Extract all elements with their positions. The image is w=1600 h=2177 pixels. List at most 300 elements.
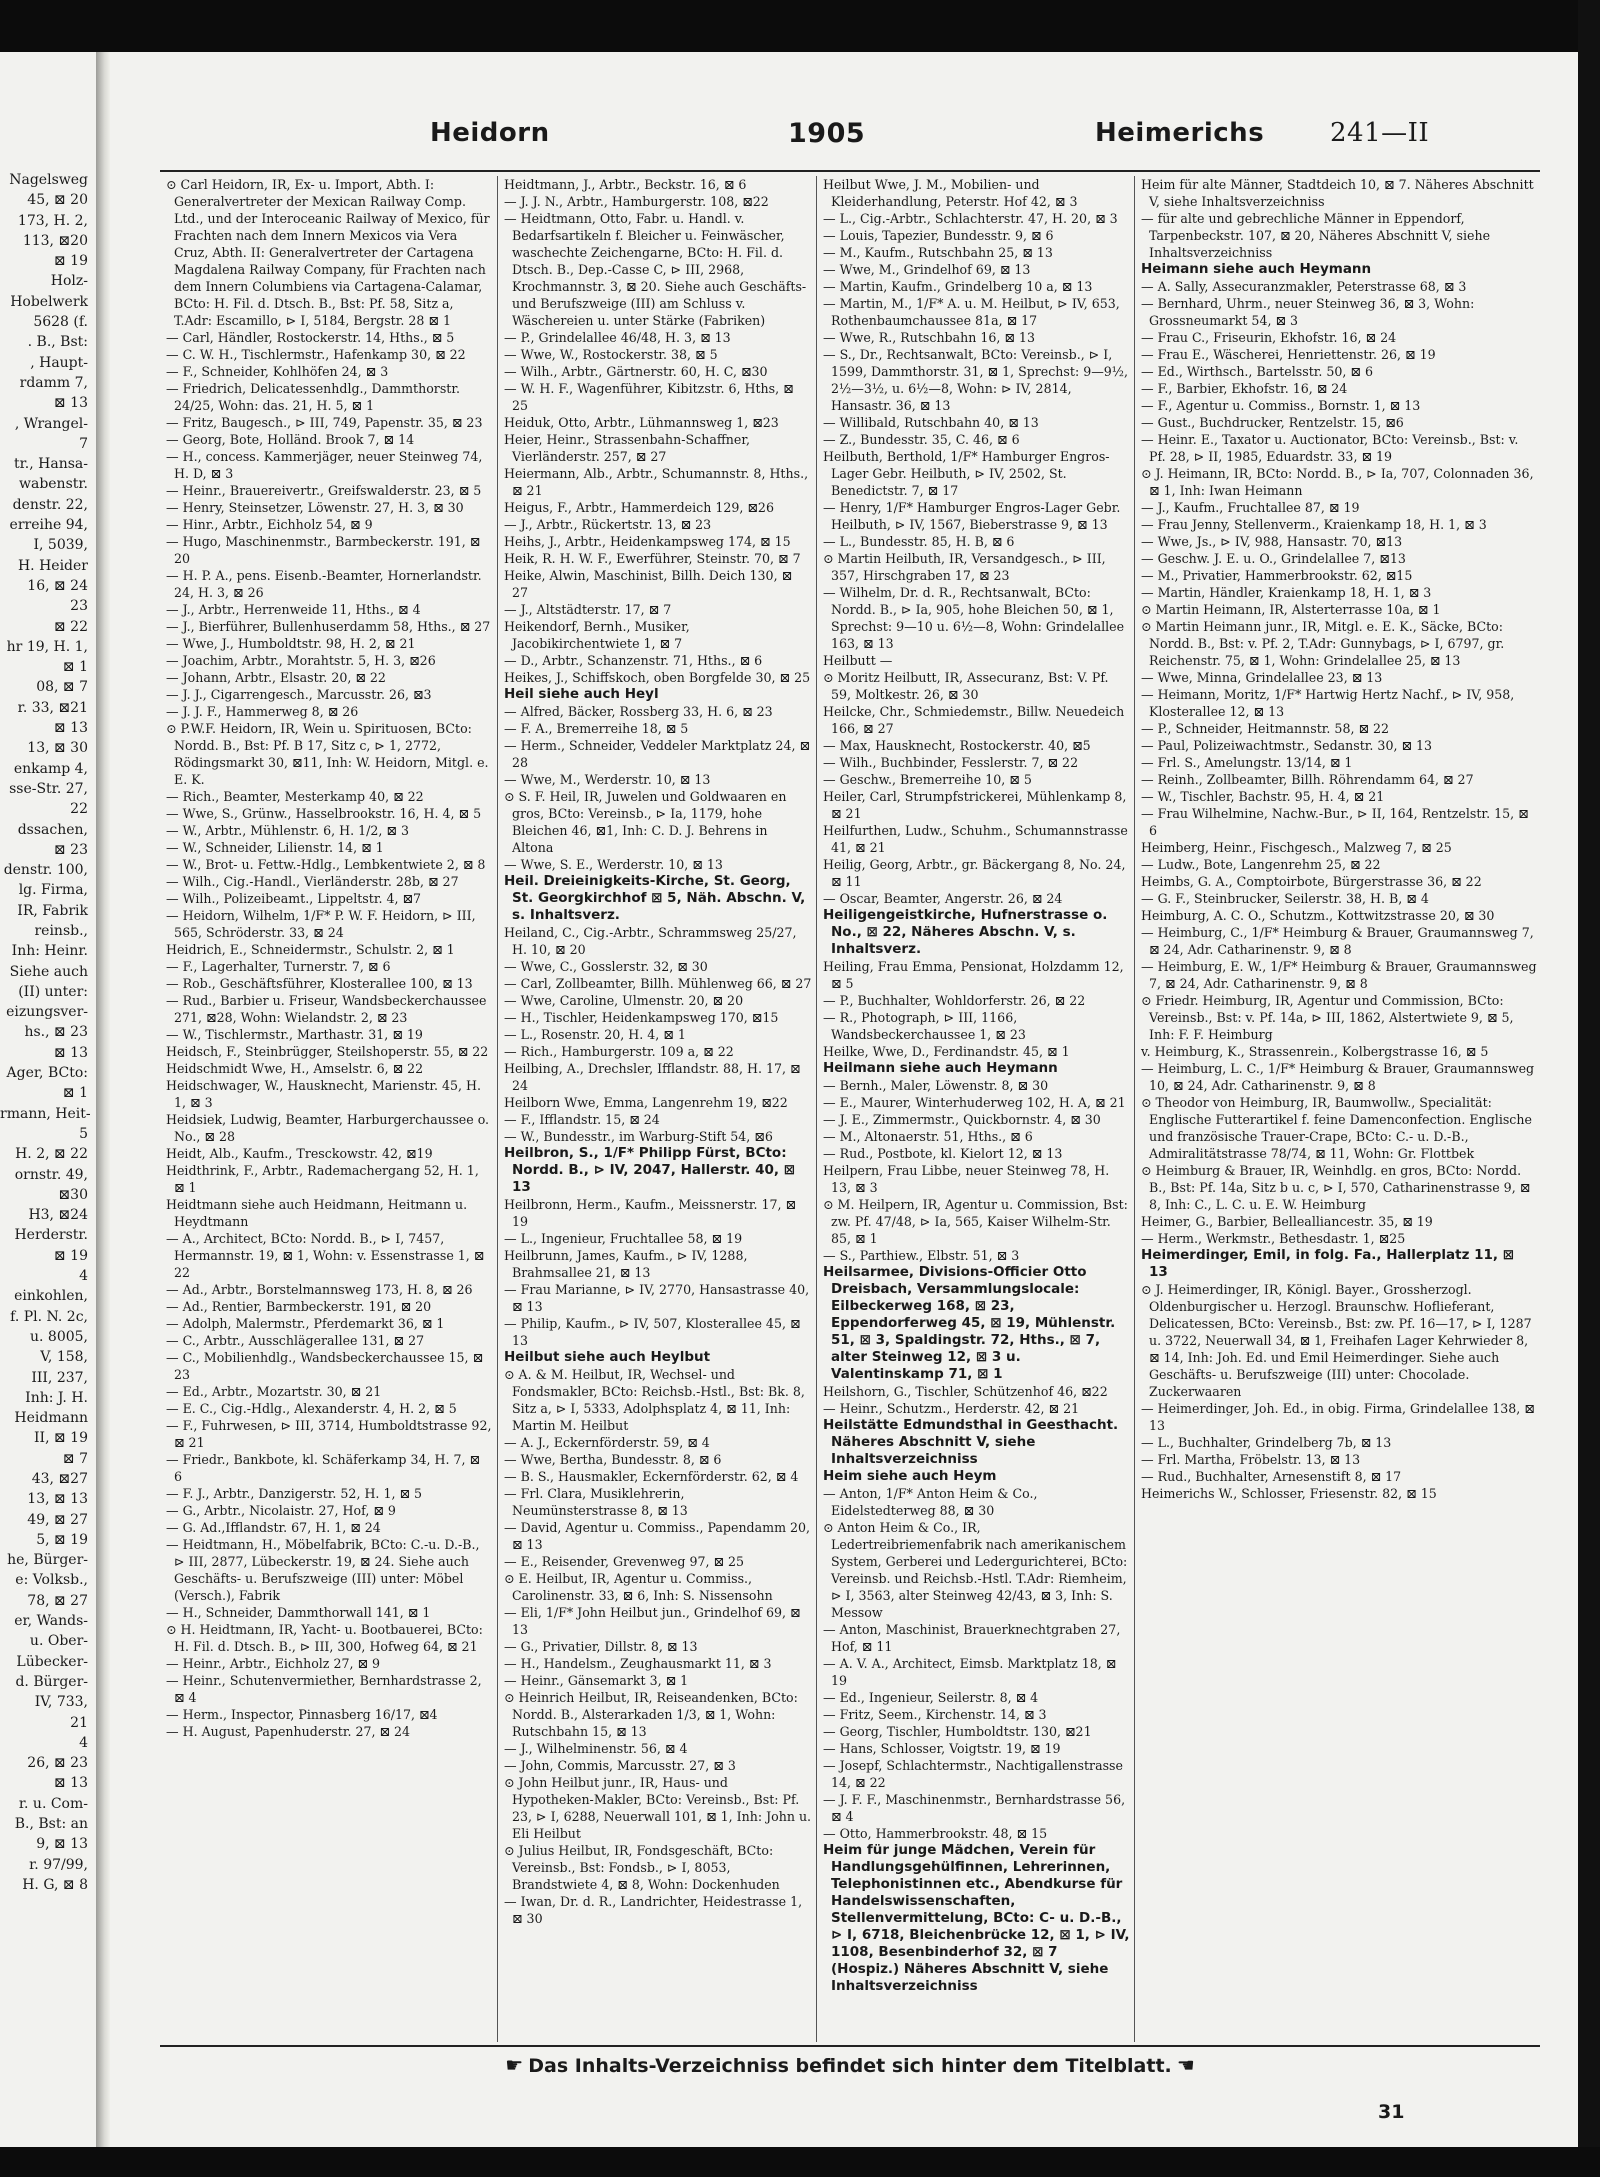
directory-entry: ⊙ S. F. Heil, IR, Juwelen und Goldwaaren en gros, BCto: Vereinsb., ⊳ Ia, 1179, hohe Bleichen 46, ⊠1, Inh: C. D. J. Behrens in Altona bbox=[504, 789, 787, 855]
directory-entry: — Heidorn, Wilhelm, 1/F* P. W. F. Heidorn, ⊳ III, 565, Schröderstr. 33, ⊠ 24 bbox=[166, 908, 476, 940]
directory-entry: — R., Photograph, ⊳ III, 1166, Wandsbeckerchaussee 1, ⊠ 23 bbox=[823, 1010, 1026, 1042]
fragment-line: 78, ⊠ 27 bbox=[27, 1592, 88, 1609]
directory-entry: — S., Dr., Rechtsanwalt, BCto: Vereinsb., ⊳ I, 1599, Dammthorstr. 31, ⊠ 1, Sprechst: 9—9½, 2½—3½, u. 6½—8, Wohn: ⊳ IV, 2814, Hansastr. 36, ⊠ 13 bbox=[823, 347, 1129, 413]
fragment-line: 43, ⊠27 bbox=[31, 1471, 88, 1487]
directory-entry: — Alfred, Bäcker, Rossberg 33, H. 6, ⊠ 23 bbox=[504, 704, 773, 719]
directory-entry: Heikes, J., Schiffskoch, oben Borgfelde 30, ⊠ 25 bbox=[504, 670, 811, 685]
fragment-line: erreihe 94, bbox=[9, 517, 88, 534]
directory-entry: — J. J. F., Hammerweg 8, ⊠ 26 bbox=[166, 704, 359, 719]
fragment-line: 13, ⊠ 13 bbox=[27, 1491, 88, 1508]
directory-entry: — Johann, Arbtr., Elsastr. 20, ⊠ 22 bbox=[166, 670, 386, 685]
fragment-line: dssachen, bbox=[17, 821, 88, 838]
directory-entry: — Otto, Hammerbrookstr. 48, ⊠ 15 bbox=[823, 1826, 1048, 1841]
directory-entry: ⊙ J. Heimerdinger, IR, Königl. Bayer., Grossherzogl. Oldenburgischer u. Herzogl. Braunschw. Hoflieferant, Delicatessen, BCto: Vereinsb., Bst: zw. Pf. 16—17, ⊳ I, 1287 u. 3722, Neuerwall 34, ⊠ 1, Freihafen Lager Kehrwieder 8, ⊠ 14, Inh: Joh. Ed. und Emil Heimerdinger. Siehe auch Geschäfts- u. Berufszweige (III) unter: Chocolade. Zuckerwaaren bbox=[1141, 1282, 1532, 1399]
directory-entry: — Iwan, Dr. d. R., Landrichter, Heidestrasse 1, ⊠ 30 bbox=[504, 1894, 803, 1926]
directory-entry: — Willibald, Rutschbahn 40, ⊠ 13 bbox=[823, 415, 1039, 430]
fragment-line: lg. Firma, bbox=[18, 882, 88, 899]
directory-entry: Heidrich, E., Schneidermstr., Schulstr. 2, ⊠ 1 bbox=[166, 942, 455, 957]
directory-entry: — Wilh., Cig.-Handl., Vierländerstr. 28b, ⊠ 27 bbox=[166, 874, 459, 889]
fragment-line: 5628 (f. bbox=[33, 314, 88, 331]
fragment-line: tr., Hansa- bbox=[14, 456, 88, 473]
directory-entry: Heilpern, Frau Libbe, neuer Steinweg 78, H. 13, ⊠ 3 bbox=[823, 1163, 1110, 1195]
fragment-line: u. Ober- bbox=[29, 1633, 88, 1650]
directory-entry: — Rud., Barbier u. Friseur, Wandsbeckerchaussee 271, ⊠28, Wohn: Wielandstr. 2, ⊠ 23 bbox=[166, 993, 487, 1025]
directory-entry: — Wwe, J., Humboldtstr. 98, H. 2, ⊠ 21 bbox=[166, 636, 416, 651]
directory-entry: — J. J. N., Arbtr., Hamburgerstr. 108, ⊠22 bbox=[504, 194, 769, 209]
directory-entry: — Frau Jenny, Stellenverm., Kraienkamp 18, H. 1, ⊠ 3 bbox=[1141, 517, 1487, 532]
directory-entry: Heike, Alwin, Maschinist, Billh. Deich 130, ⊠ 27 bbox=[504, 568, 793, 600]
fragment-line: u. 8005, bbox=[30, 1328, 88, 1345]
page-spine bbox=[96, 52, 110, 2147]
directory-entry: Heik, R. H. W. F., Ewerführer, Steinstr. 70, ⊠ 7 bbox=[504, 551, 801, 566]
directory-entry: Heilbut Wwe, J. M., Mobilien- und Kleiderhandlung, Peterstr. Hof 42, ⊠ 3 bbox=[823, 177, 1078, 209]
directory-entry: ⊙ Martin Heimann junr., IR, Mitgl. e. E. K., Säcke, BCto: Nordd. B., Bst: v. Pf. 2, T.Adr: Gunnybags, ⊳ I, 6797, gr. Reichenstr. 75, ⊠ 1, Wohn: Grindelallee 25, ⊠ 13 bbox=[1141, 619, 1505, 668]
fragment-line: denstr. 22, bbox=[12, 496, 88, 513]
fragment-line: rmann, Heit- bbox=[0, 1105, 91, 1122]
directory-entry: — G. Ad.,Ifflandstr. 67, H. 1, ⊠ 24 bbox=[166, 1520, 381, 1535]
directory-entry: — Herm., Schneider, Veddeler Marktplatz 24, ⊠ 28 bbox=[504, 738, 811, 770]
directory-entry: — Ludw., Bote, Langenrehm 25, ⊠ 22 bbox=[1141, 857, 1381, 872]
directory-entry: — Rob., Geschäftsführer, Klosterallee 100, ⊠ 13 bbox=[166, 976, 473, 991]
directory-entry: Heiler, Carl, Strumpfstrickerei, Mühlenkamp 8, ⊠ 21 bbox=[823, 789, 1127, 821]
fragment-line: 5, ⊠ 19 bbox=[36, 1531, 88, 1548]
fragment-line: er, Wands- bbox=[14, 1613, 88, 1630]
directory-entry: — Oscar, Beamter, Angerstr. 26, ⊠ 24 bbox=[823, 891, 1063, 906]
directory-entry: Heidschmidt Wwe, H., Amselstr. 6, ⊠ 22 bbox=[166, 1061, 424, 1076]
fragment-line: 22 bbox=[70, 801, 88, 818]
directory-entry: Heidthrink, F., Arbtr., Rademachergang 52, H. 1, ⊠ 1 bbox=[166, 1163, 479, 1195]
directory-column-2 bbox=[497, 176, 816, 2042]
fragment-line: wabenstr. bbox=[18, 476, 88, 493]
directory-entry: ⊙ E. Heilbut, IR, Agentur u. Commiss., Carolinenstr. 33, ⊠ 6, Inh: S. Nissensohn bbox=[504, 1571, 773, 1603]
directory-entry: — für alte und gebrechliche Männer in Eppendorf, Tarpenbeckstr. 107, ⊠ 20, Näheres Abschnitt V, siehe Inhaltsverzeichniss bbox=[1141, 211, 1491, 260]
directory-entry: — H., Handelsm., Zeughausmarkt 11, ⊠ 3 bbox=[504, 1656, 772, 1671]
fragment-line: Herderstr. bbox=[14, 1227, 88, 1244]
fragment-line: Inh: J. H. bbox=[25, 1389, 88, 1406]
directory-entry: — L., Bundesstr. 85, H. B, ⊠ 6 bbox=[823, 534, 1015, 549]
directory-entry: — F., Fuhrwesen, ⊳ III, 3714, Humboldtstrasse 92, ⊠ 21 bbox=[166, 1418, 492, 1450]
fragment-line: H. Heider bbox=[17, 557, 88, 574]
directory-entry: — E., Reisender, Grevenweg 97, ⊠ 25 bbox=[504, 1554, 745, 1569]
directory-entry: — Heinr., Schutenvermiether, Bernhardstrasse 2, ⊠ 4 bbox=[166, 1673, 482, 1705]
directory-entry: ⊙ Julius Heilbut, IR, Fondsgeschäft, BCto: Vereinsb., Bst: Fondsb., ⊳ I, 8053, Brandstwiete 4, ⊠ 8, Wohn: Dockenhuden bbox=[504, 1843, 780, 1892]
directory-entry: — Bernh., Maler, Löwenstr. 8, ⊠ 30 bbox=[823, 1078, 1049, 1093]
fragment-line: V, 158, bbox=[40, 1349, 88, 1366]
directory-entry: — Hans, Schlosser, Voigtstr. 19, ⊠ 19 bbox=[823, 1741, 1061, 1756]
directory-entry: — Wilh., Buchbinder, Fesslerstr. 7, ⊠ 22 bbox=[823, 755, 1079, 770]
directory-entry: — Rud., Buchhalter, Arnesenstift 8, ⊠ 17 bbox=[1141, 1469, 1402, 1484]
directory-entry: Heim siehe auch Heym bbox=[823, 1468, 997, 1484]
directory-entry: — Wwe, S., Grünw., Hasselbrookstr. 16, H. 4, ⊠ 5 bbox=[166, 806, 482, 821]
directory-entry: Heidt, Alb., Kaufm., Tresckowstr. 42, ⊠19 bbox=[166, 1146, 433, 1161]
directory-entry: — Philip, Kaufm., ⊳ IV, 507, Klosterallee 45, ⊠ 13 bbox=[504, 1316, 801, 1348]
fragment-line: IV, 733, bbox=[34, 1694, 88, 1711]
directory-entry: Heilbron, S., 1/F* Philipp Fürst, BCto: Nordd. B., ⊳ IV, 2047, Hallerstr. 40, ⊠ 13 bbox=[504, 1145, 796, 1195]
fragment-line: eizungsver- bbox=[6, 1004, 88, 1021]
directory-entry: — Wwe, S. E., Werderstr. 10, ⊠ 13 bbox=[504, 857, 723, 872]
directory-entry: — J., Altstädterstr. 17, ⊠ 7 bbox=[504, 602, 672, 617]
directory-entry: Heidschwager, W., Hausknecht, Marienstr. 45, H. 1, ⊠ 3 bbox=[166, 1078, 482, 1110]
fragment-line: ⊠ 23 bbox=[54, 841, 88, 858]
directory-entry: ⊙ M. Heilpern, IR, Agentur u. Commission, Bst: zw. Pf. 47/48, ⊳ Ia, 565, Kaiser Wilhelm-Str. 85, ⊠ 1 bbox=[823, 1197, 1128, 1246]
directory-entry: — Georg, Bote, Holländ. Brook 7, ⊠ 14 bbox=[166, 432, 415, 447]
directory-entry: Heiduk, Otto, Arbtr., Lühmannsweg 1, ⊠23 bbox=[504, 415, 779, 430]
directory-entry: Heiling, Frau Emma, Pensionat, Holzdamm 12, ⊠ 5 bbox=[823, 959, 1124, 991]
fragment-line: ⊠ 13 bbox=[54, 1775, 88, 1792]
fragment-line: 21 bbox=[70, 1714, 88, 1731]
fragment-line: H. 2, ⊠ 22 bbox=[15, 1146, 88, 1163]
directory-entry: Heidsiek, Ludwig, Beamter, Harburgerchaussee o. No., ⊠ 28 bbox=[166, 1112, 490, 1144]
directory-entry: — W., Brot- u. Fettw.-Hdlg., Lembkentwiete 2, ⊠ 8 bbox=[166, 857, 486, 872]
directory-entry: Heilfurthen, Ludw., Schuhm., Schumannstrasse 41, ⊠ 21 bbox=[823, 823, 1128, 855]
directory-entry: — L., Ingenieur, Fruchtallee 58, ⊠ 19 bbox=[504, 1231, 743, 1246]
fragment-line: reinsb., bbox=[34, 922, 88, 939]
directory-entry: — Wwe, Js., ⊳ IV, 988, Hansastr. 70, ⊠13 bbox=[1141, 534, 1403, 549]
fragment-line: hs., ⊠ 23 bbox=[24, 1024, 88, 1041]
head-rule bbox=[160, 170, 1540, 172]
directory-entry: — W., Bundesstr., im Warburg-Stift 54, ⊠6 bbox=[504, 1129, 773, 1144]
head-year: 1905 bbox=[788, 118, 866, 149]
directory-entry: — H. P. A., pens. Eisenb.-Beamter, Hornerlandstr. 24, H. 3, ⊠ 26 bbox=[166, 568, 482, 600]
fragment-line: 5 bbox=[79, 1125, 88, 1142]
directory-entry: Heilbutt — bbox=[823, 653, 893, 668]
directory-entry: — Friedrich, Delicatessenhdlg., Dammthorstr. 24/25, Wohn: das. 21, H. 5, ⊠ 1 bbox=[166, 381, 460, 413]
directory-entry: — Josepf, Schlachtermstr., Nachtigallenstrasse 14, ⊠ 22 bbox=[823, 1758, 1123, 1790]
directory-entry: — Heinr., Brauereivertr., Greifswalderstr. 23, ⊠ 5 bbox=[166, 483, 482, 498]
fragment-line: 9, ⊠ 13 bbox=[36, 1836, 88, 1853]
directory-entry: — W. H. F., Wagenführer, Kibitzstr. 6, Hths, ⊠ 25 bbox=[504, 381, 794, 413]
fragment-line: f. Pl. N. 2c, bbox=[10, 1308, 88, 1325]
directory-entry: — Fritz, Seem., Kirchenstr. 14, ⊠ 3 bbox=[823, 1707, 1047, 1722]
directory-entry: — Max, Hausknecht, Rostockerstr. 40, ⊠5 bbox=[823, 738, 1091, 753]
directory-entry: — Anton, Maschinist, Brauerknechtgraben 27, Hof, ⊠ 11 bbox=[823, 1622, 1121, 1654]
directory-entry: — Wwe, Caroline, Ulmenstr. 20, ⊠ 20 bbox=[504, 993, 744, 1008]
fragment-line: ⊠ 13 bbox=[54, 1044, 88, 1061]
fragment-line: I, 5039, bbox=[33, 537, 88, 554]
fragment-line: H3, ⊠24 bbox=[28, 1207, 88, 1224]
fragment-line: hr 19, H. 1, bbox=[6, 638, 88, 655]
directory-entry: Heiligengeistkirche, Hufnerstrasse o. No., ⊠ 22, Näheres Abschn. V, s. Inhaltsverz. bbox=[823, 907, 1108, 957]
directory-entry: Heilborn Wwe, Emma, Langenrehm 19, ⊠22 bbox=[504, 1095, 788, 1110]
directory-entry: — Ed., Arbtr., Mozartstr. 30, ⊠ 21 bbox=[166, 1384, 382, 1399]
directory-entry: — Heidtmann, Otto, Fabr. u. Handl. v. Bedarfsartikeln f. Bleicher u. Feinwäscher, waschechte Zeichengarne, BCto: H. Fil. d. Dtsch. B., Dep.-Casse C, ⊳ III, 2968, Krochmannstr. 3, ⊠ 20. Siehe auch Geschäfts- und Berufszweige (III) am Schluss v. Wäschereien u. unter Stärke (Fabriken) bbox=[504, 211, 807, 328]
fragment-line: , Haupt- bbox=[30, 354, 88, 371]
directory-entry: Heidtmann, J., Arbtr., Beckstr. 16, ⊠ 6 bbox=[504, 177, 747, 192]
directory-entry: Heil. Dreieinigkeits-Kirche, St. Georg, St. Georgkirchhof ⊠ 5, Näh. Abschn. V, s. Inhaltsverz. bbox=[504, 873, 806, 923]
directory-entry: — W., Tischlermstr., Marthastr. 31, ⊠ 19 bbox=[166, 1027, 423, 1042]
directory-entry: Heimerdinger, Emil, in folg. Fa., Hallerplatz 11, ⊠ 13 bbox=[1141, 1247, 1515, 1280]
directory-entry: ⊙ P.W.F. Heidorn, IR, Wein u. Spirituosen, BCto: Nordd. B., Bst: Pf. B 17, Sitz c, ⊳ 1, 2772, Rödingsmarkt 30, ⊠11, Inh: W. Heidorn, Mitgl. e. E. K. bbox=[166, 721, 489, 787]
directory-entry: Heikendorf, Bernh., Musiker, Jacobikirchentwiete 1, ⊠ 7 bbox=[504, 619, 690, 651]
directory-entry: — David, Agentur u. Commiss., Papendamm 20, ⊠ 13 bbox=[504, 1520, 811, 1552]
directory-entry: — Bernhard, Uhrm., neuer Steinweg 36, ⊠ 3, Wohn: Grossneumarkt 54, ⊠ 3 bbox=[1141, 296, 1475, 328]
directory-entry: — Frl. Clara, Musiklehrerin, Neumünsterstrasse 8, ⊠ 13 bbox=[504, 1486, 688, 1518]
directory-entry: — G., Arbtr., Nicolaistr. 27, Hof, ⊠ 9 bbox=[166, 1503, 396, 1518]
directory-entry: — H., concess. Kammerjäger, neuer Steinweg 74, H. D, ⊠ 3 bbox=[166, 449, 483, 481]
fragment-line: Lübecker- bbox=[16, 1653, 88, 1670]
footer-notice bbox=[160, 2053, 1540, 2077]
pointing-hand-left-icon: ☛ bbox=[505, 2053, 524, 2077]
directory-entry: — J., Arbtr., Herrenweide 11, Hths., ⊠ 4 bbox=[166, 602, 421, 617]
directory-entry: Heilke, Wwe, D., Ferdinandstr. 45, ⊠ 1 bbox=[823, 1044, 1070, 1059]
directory-entry: Heigus, F., Arbtr., Hammerdeich 129, ⊠26 bbox=[504, 500, 774, 515]
page-number: 31 bbox=[1378, 2101, 1405, 2123]
fragment-line: r. 33, ⊠21 bbox=[17, 699, 88, 716]
directory-entry: ⊙ Heimburg & Brauer, IR, Weinhdlg. en gros, BCto: Nordd. B., Bst: Pf. 14a, Sitz b u. c, ⊳ I, 570, Catharinenstrasse 9, ⊠ 8, Inh: C., L. C. u. E. W. Heimburg bbox=[1141, 1163, 1531, 1212]
directory-entry: — Hugo, Maschinenmstr., Barmbeckerstr. 191, ⊠ 20 bbox=[166, 534, 481, 566]
directory-entry: — Wwe, R., Rutschbahn 16, ⊠ 13 bbox=[823, 330, 1035, 345]
directory-entry: — J. F. F., Maschinenmstr., Bernhardstrasse 56, ⊠ 4 bbox=[823, 1792, 1126, 1824]
fragment-line: e: Volksb., bbox=[15, 1572, 88, 1589]
fragment-line: r. 97/99, bbox=[29, 1856, 88, 1873]
directory-entry: — J., Bierführer, Bullenhuserdamm 58, Hths., ⊠ 27 bbox=[166, 619, 491, 634]
directory-entry: — Frau C., Friseurin, Ekhofstr. 16, ⊠ 24 bbox=[1141, 330, 1397, 345]
fragment-line: ornstr. 49, bbox=[14, 1166, 88, 1183]
fragment-line: ⊠ 1 bbox=[62, 659, 88, 676]
directory-entry: — Heinr., Schutzm., Herderstr. 42, ⊠ 21 bbox=[823, 1401, 1080, 1416]
directory-entry: — Paul, Polizeiwachtmstr., Sedanstr. 30, ⊠ 13 bbox=[1141, 738, 1433, 753]
running-head bbox=[160, 118, 1540, 162]
directory-entry: — Wwe, W., Rostockerstr. 38, ⊠ 5 bbox=[504, 347, 718, 362]
directory-entry: Heilbrunn, James, Kaufm., ⊳ IV, 1288, Brahmsallee 21, ⊠ 13 bbox=[504, 1248, 748, 1280]
directory-entry: — Wwe, M., Werderstr. 10, ⊠ 13 bbox=[504, 772, 711, 787]
directory-entry: — A. J., Eckernförderstr. 59, ⊠ 4 bbox=[504, 1435, 710, 1450]
directory-entry: — J. J., Cigarrengesch., Marcusstr. 26, ⊠3 bbox=[166, 687, 432, 702]
directory-entry: Heilcke, Chr., Schmiedemstr., Billw. Neuedeich 166, ⊠ 27 bbox=[823, 704, 1125, 736]
directory-entry: — Henry, 1/F* Hamburger Engros-Lager Gebr. Heilbuth, ⊳ IV, 1567, Bieberstrasse 9, ⊠ 13 bbox=[823, 500, 1121, 532]
directory-entry: — L., Rosenstr. 20, H. 4, ⊠ 1 bbox=[504, 1027, 686, 1042]
fragment-line: denstr. 100, bbox=[3, 862, 88, 879]
fragment-line: 16, ⊠ 24 bbox=[27, 577, 88, 594]
scan-border-bottom bbox=[0, 2147, 1600, 2177]
fragment-line: 26, ⊠ 23 bbox=[27, 1755, 88, 1772]
directory-entry: ⊙ Anton Heim & Co., IR, Ledertreibriemenfabrik nach amerikanischem System, Gerberei und Ledergurichterei, BCto: Vereinsb. und Reichsb.-Hstl. T.Adr: Riemheim, ⊳ I, 3563, alter Steinweg 42/43, ⊠ 3, Inh: S. Messow bbox=[823, 1520, 1128, 1620]
fragment-line: Hobelwerk bbox=[10, 293, 88, 310]
directory-entry: Heim für junge Mädchen, Verein für Handlungsgehülfinnen, Lehrerinnen, Telephonistinnen etc., Abendkurse für Handelswissenschaften, Stellenvermittelung, BCto: C- u. D.-B., ⊳ I, 6718, Bleichenbrücke 12, ⊠ 1, ⊳ IV, 1108, Besenbinderhof 32, ⊠ 7 (Hospiz.) Näheres Abschnitt V, siehe Inhaltsverzeichniss bbox=[823, 1842, 1130, 1994]
directory-entry: — L., Buchhalter, Grindelberg 7b, ⊠ 13 bbox=[1141, 1435, 1392, 1450]
directory-entry: — Gust., Buchdrucker, Rentzelstr. 15, ⊠6 bbox=[1141, 415, 1404, 430]
directory-entry: ⊙ Theodor von Heimburg, IR, Baumwollw., Specialität: Englische Futterartikel f. feine Damenconfection. Englische und französische Trauer-Crape, BCto: C.- u. D.-B., Admiralitätstrasse 78/74, ⊠ 11, Wohn: Gr. Flottbek bbox=[1141, 1095, 1532, 1161]
directory-entry: ⊙ Carl Heidorn, IR, Ex- u. Import, Abth. I: Generalvertreter der Mexican Railway Comp. Ltd., und der Interoceanic Railway of Mexico, für Frachten nach dem Innern Mexicos via Vera Cruz, Abth. II: Generalvertreter der Cartagena Magdalena Railway Company, für Frachten nach dem Innern Columbiens via Cartagena-Calamar, BCto: H. Fil. d. Dtsch. B., Bst: Pf. 58, Sitz a, T.Adr: Escamillo, ⊳ I, 5184, Bergstr. 28 ⊠ 1 bbox=[166, 177, 490, 328]
fragment-line: ⊠ 22 bbox=[54, 618, 88, 635]
fragment-line: 113, ⊠20 bbox=[22, 232, 88, 249]
directory-entry: — G. F., Steinbrucker, Seilerstr. 38, H. B, ⊠ 4 bbox=[1141, 891, 1429, 906]
footer-rule bbox=[160, 2045, 1540, 2047]
directory-entry: Heidtmann siehe auch Heidmann, Heitmann u. Heydtmann bbox=[166, 1197, 468, 1229]
fragment-line: ⊠ 19 bbox=[54, 1247, 88, 1264]
fragment-line: B., Bst: an bbox=[14, 1816, 88, 1833]
directory-entry: Heimer, G., Barbier, Bellealliancestr. 35, ⊠ 19 bbox=[1141, 1214, 1433, 1229]
fragment-line: 13, ⊠ 30 bbox=[27, 740, 88, 757]
directory-entry: — Georg, Tischler, Humboldtstr. 130, ⊠21 bbox=[823, 1724, 1092, 1739]
directory-entry: — Frl. Martha, Fröbelstr. 13, ⊠ 13 bbox=[1141, 1452, 1361, 1467]
directory-entry: — John, Commis, Marcusstr. 27, ⊠ 3 bbox=[504, 1758, 736, 1773]
fragment-line: einkohlen, bbox=[14, 1288, 88, 1305]
directory-entry: Heimbs, G. A., Comptoirbote, Bürgerstrasse 36, ⊠ 22 bbox=[1141, 874, 1482, 889]
directory-entry: — F. J., Arbtr., Danzigerstr. 52, H. 1, ⊠ 5 bbox=[166, 1486, 423, 1501]
fragment-line: Holz- bbox=[50, 273, 88, 290]
fragment-line: ⊠ 7 bbox=[62, 1450, 88, 1467]
directory-entry: — M., Kaufm., Rutschbahn 25, ⊠ 13 bbox=[823, 245, 1053, 260]
fragment-line: ⊠30 bbox=[58, 1186, 88, 1203]
directory-entry: — Carl, Händler, Rostockerstr. 14, Hths., ⊠ 5 bbox=[166, 330, 455, 345]
directory-entry: — C., Mobilienhdlg., Wandsbeckerchaussee 15, ⊠ 23 bbox=[166, 1350, 484, 1382]
directory-entry: — Rich., Beamter, Mesterkamp 40, ⊠ 22 bbox=[166, 789, 424, 804]
directory-entry: — Adolph, Malermstr., Pferdemarkt 36, ⊠ 1 bbox=[166, 1316, 445, 1331]
directory-entry: Heilig, Georg, Arbtr., gr. Bäckergang 8, No. 24, ⊠ 11 bbox=[823, 857, 1126, 889]
directory-entry: — P., Buchhalter, Wohldorferstr. 26, ⊠ 22 bbox=[823, 993, 1086, 1008]
directory-entry: — Ed., Ingenieur, Seilerstr. 8, ⊠ 4 bbox=[823, 1690, 1039, 1705]
directory-entry: — E. C., Cig.-Hdlg., Alexanderstr. 4, H. 2, ⊠ 5 bbox=[166, 1401, 457, 1416]
directory-entry: — F., Barbier, Ekhofstr. 16, ⊠ 24 bbox=[1141, 381, 1348, 396]
directory-entry: Heilbuth, Berthold, 1/F* Hamburger Engros-Lager Gebr. Heilbuth, ⊳ IV, 2502, St. Benedictstr. 7, ⊠ 17 bbox=[823, 449, 1110, 498]
fragment-line: , Wrangel- bbox=[14, 415, 88, 432]
directory-entry: — E., Maurer, Winterhuderweg 102, H. A, ⊠ 21 bbox=[823, 1095, 1126, 1110]
directory-entry: — S., Parthiew., Elbstr. 51, ⊠ 3 bbox=[823, 1248, 1020, 1263]
left-page-fragment bbox=[0, 170, 92, 2070]
pointing-hand-right-icon: ☚ bbox=[1176, 2053, 1195, 2077]
directory-entry: — J., Wilhelminenstr. 56, ⊠ 4 bbox=[504, 1741, 688, 1756]
directory-entry: — Fritz, Baugesch., ⊳ III, 749, Papenstr. 35, ⊠ 23 bbox=[166, 415, 483, 430]
directory-entry: Heilbut siehe auch Heylbut bbox=[504, 1349, 711, 1365]
directory-entry: — Heimburg, C., 1/F* Heimburg & Brauer, Graumannsweg 7, ⊠ 24, Adr. Catharinenstr. 9, ⊠ 8 bbox=[1141, 925, 1534, 957]
directory-entry: — W., Schneider, Lilienstr. 14, ⊠ 1 bbox=[166, 840, 384, 855]
directory-entry: — Frau Marianne, ⊳ IV, 2770, Hansastrasse 40, ⊠ 13 bbox=[504, 1282, 810, 1314]
directory-entry: — F., Schneider, Kohlhöfen 24, ⊠ 3 bbox=[166, 364, 389, 379]
fragment-line: Nagelsweg bbox=[9, 172, 88, 188]
directory-entry: Heilstätte Edmundsthal in Geesthacht. Näheres Abschnitt V, siehe Inhaltsverzeichniss bbox=[823, 1417, 1119, 1467]
directory-entry: Heilshorn, G., Tischler, Schützenhof 46, ⊠22 bbox=[823, 1384, 1108, 1399]
directory-entry: Heidsch, F., Steinbrügger, Steilshoperstr. 55, ⊠ 22 bbox=[166, 1044, 489, 1059]
directory-entry: ⊙ A. & M. Heilbut, IR, Wechsel- und Fondsmakler, BCto: Reichsb.-Hstl., Bst: Bk. 8, Sitz a, ⊳ I, 5333, Adolphsplatz 4, ⊠ 11, Inh: Martin M. Heilbut bbox=[504, 1367, 805, 1433]
directory-entry: — Ed., Wirthsch., Bartelsstr. 50, ⊠ 6 bbox=[1141, 364, 1373, 379]
directory-entry: — M., Altonaerstr. 51, Hths., ⊠ 6 bbox=[823, 1129, 1033, 1144]
fragment-line: . B., Bst: bbox=[27, 334, 88, 351]
fragment-line: 08, ⊠ 7 bbox=[36, 679, 88, 696]
directory-entry: ⊙ Friedr. Heimburg, IR, Agentur und Commission, BCto: Vereinsb., Bst: v. Pf. 14a, ⊳ III, 1862, Alstertwiete 9, ⊠ 5, Inh: F. F. Heimburg bbox=[1141, 993, 1514, 1042]
fragment-line: sse-Str. 27, bbox=[9, 780, 88, 797]
directory-entry: — Wwe, Minna, Grindelallee 23, ⊠ 13 bbox=[1141, 670, 1383, 685]
directory-entry: — Heimburg, E. W., 1/F* Heimburg & Brauer, Graumannsweg 7, ⊠ 24, Adr. Catharinenstr. 9, ⊠ 8 bbox=[1141, 959, 1537, 991]
fragment-line: 173, H. 2, bbox=[17, 212, 88, 229]
directory-entry: — Martin, Händler, Kraienkamp 18, H. 1, ⊠ 3 bbox=[1141, 585, 1432, 600]
directory-entry: — Henry, Steinsetzer, Löwenstr. 27, H. 3, ⊠ 30 bbox=[166, 500, 464, 515]
fragment-line: Ager, BCto: bbox=[6, 1065, 88, 1082]
directory-entry: — Carl, Zollbeamter, Billh. Mühlenweg 66, ⊠ 27 bbox=[504, 976, 812, 991]
directory-entry: — Heinr. E., Taxator u. Auctionator, BCto: Vereinsb., Bst: v. Pf. 28, ⊳ II, 1985, Eduardstr. 33, ⊠ 19 bbox=[1141, 432, 1519, 464]
fragment-line: r. u. Com- bbox=[18, 1795, 88, 1812]
directory-entry: — A. V. A., Architect, Eimsb. Marktplatz 18, ⊠ 19 bbox=[823, 1656, 1117, 1688]
fragment-line: (II) unter: bbox=[18, 983, 88, 1000]
directory-entry: — W., Tischler, Bachstr. 95, H. 4, ⊠ 21 bbox=[1141, 789, 1385, 804]
head-page-number: 241—II bbox=[1330, 118, 1430, 148]
fragment-line: Inh: Heinr. bbox=[11, 943, 88, 960]
directory-entry: Heiland, C., Cig.-Arbtr., Schrammsweg 25/27, H. 10, ⊠ 20 bbox=[504, 925, 797, 957]
directory-entry: — Wilh., Arbtr., Gärtnerstr. 60, H. C, ⊠30 bbox=[504, 364, 768, 379]
directory-entry: — F., Lagerhalter, Turnerstr. 7, ⊠ 6 bbox=[166, 959, 391, 974]
directory-entry: — Louis, Tapezier, Bundesstr. 9, ⊠ 6 bbox=[823, 228, 1054, 243]
directory-entry: — Joachim, Arbtr., Morahtstr. 5, H. 3, ⊠26 bbox=[166, 653, 436, 668]
directory-entry: — B. S., Hausmakler, Eckernförderstr. 62, ⊠ 4 bbox=[504, 1469, 799, 1484]
directory-entry: — Reinh., Zollbeamter, Billh. Röhrendamm 64, ⊠ 27 bbox=[1141, 772, 1474, 787]
directory-entry: ⊙ Martin Heilbuth, IR, Versandgesch., ⊳ III, 357, Hirschgraben 17, ⊠ 23 bbox=[823, 551, 1106, 583]
fragment-line: ⊠ 19 bbox=[54, 253, 88, 270]
directory-entry: Heilbing, A., Drechsler, Ifflandstr. 88, H. 17, ⊠ 24 bbox=[504, 1061, 801, 1093]
directory-entry: — J., Arbtr., Rückertstr. 13, ⊠ 23 bbox=[504, 517, 712, 532]
footer-text: Das Inhalts-Verzeichniss befindet sich hinter dem Titelblatt. bbox=[528, 2055, 1172, 2077]
directory-entry: — Heimburg, L. C., 1/F* Heimburg & Brauer, Graumannsweg 10, ⊠ 24, Adr. Catharinenstr. 9, ⊠ 8 bbox=[1141, 1061, 1535, 1093]
directory-entry: — C., Arbtr., Ausschlägerallee 131, ⊠ 27 bbox=[166, 1333, 425, 1348]
directory-entry: Heilsarmee, Divisions-Officier Otto Dreisbach, Versammlungslocale: Eilbeckerweg 168, ⊠ 23, Eppendorferweg 45, ⊠ 19, Mühlenstr. 51, ⊠ 3, Spaldingstr. 72, Hths., ⊠ 7, alter Steinweg 12, ⊠ 3 u. Valentinskamp 71, ⊠ 1 bbox=[823, 1264, 1116, 1382]
directory-entry: v. Heimburg, K., Strassenrein., Kolbergstrasse 16, ⊠ 5 bbox=[1141, 1044, 1489, 1059]
directory-entry: Heilmann siehe auch Heymann bbox=[823, 1060, 1058, 1076]
directory-entry: — Martin, M., 1/F* A. u. M. Heilbut, ⊳ IV, 653, Rothenbaumchaussee 81a, ⊠ 17 bbox=[823, 296, 1120, 328]
fragment-line: 7 bbox=[79, 435, 88, 452]
directory-entry: Heihs, J., Arbtr., Heidenkampsweg 174, ⊠ 15 bbox=[504, 534, 791, 549]
directory-entry: — Eli, 1/F* John Heilbut jun., Grindelhof 69, ⊠ 13 bbox=[504, 1605, 801, 1637]
directory-column-3 bbox=[816, 176, 1134, 2042]
directory-entry: — Herm., Werkmstr., Bethesdastr. 1, ⊠25 bbox=[1141, 1231, 1406, 1246]
directory-entry: ⊙ J. Heimann, IR, BCto: Nordd. B., ⊳ Ia, 707, Colonnaden 36, ⊠ 1, Inh: Iwan Heimann bbox=[1141, 466, 1534, 498]
fragment-line: 49, ⊠ 27 bbox=[27, 1511, 88, 1528]
directory-entry: — Rich., Hamburgerstr. 109 a, ⊠ 22 bbox=[504, 1044, 734, 1059]
directory-entry: Heil siehe auch Heyl bbox=[504, 686, 659, 702]
directory-entry: Heimerichs W., Schlosser, Friesenstr. 82, ⊠ 15 bbox=[1141, 1486, 1437, 1501]
directory-entry: ⊙ H. Heidtmann, IR, Yacht- u. Bootbauerei, BCto: H. Fil. d. Dtsch. B., ⊳ III, 300, Hofweg 64, ⊠ 21 bbox=[166, 1622, 483, 1654]
fragment-line: rdamm 7, bbox=[19, 374, 88, 391]
directory-entry: — W., Arbtr., Mühlenstr. 6, H. 1/2, ⊠ 3 bbox=[166, 823, 409, 838]
fragment-line: d. Bürger- bbox=[15, 1673, 88, 1690]
fragment-line: he, Bürger- bbox=[7, 1552, 88, 1569]
directory-entry: — Herm., Inspector, Pinnasberg 16/17, ⊠4 bbox=[166, 1707, 438, 1722]
directory-entry: — G., Privatier, Dillstr. 8, ⊠ 13 bbox=[504, 1639, 698, 1654]
directory-entry: — Heidtmann, H., Möbelfabrik, BCto: C.-u. D.-B., ⊳ III, 2877, Lübeckerstr. 19, ⊠ 24. Siehe auch Geschäfts- u. Berufszweige (III) unter: Möbel (Versch.), Fabrik bbox=[166, 1537, 480, 1603]
fragment-line: ⊠ 1 bbox=[62, 1085, 88, 1102]
directory-entry: — F. A., Bremerreihe 18, ⊠ 5 bbox=[504, 721, 689, 736]
fragment-line: enkamp 4, bbox=[13, 760, 88, 777]
directory-entry: — Wwe, Bertha, Bundesstr. 8, ⊠ 6 bbox=[504, 1452, 722, 1467]
head-last-name: Heimerichs bbox=[1095, 118, 1265, 148]
directory-entry: — Heinr., Arbtr., Eichholz 27, ⊠ 9 bbox=[166, 1656, 381, 1671]
directory-entry: ⊙ Moritz Heilbutt, IR, Assecuranz, Bst: V. Pf. 59, Moltkestr. 26, ⊠ 30 bbox=[823, 670, 1109, 702]
directory-entry: — Rud., Postbote, kl. Kielort 12, ⊠ 13 bbox=[823, 1146, 1063, 1161]
directory-entry: Heilbronn, Herm., Kaufm., Meissnerstr. 17, ⊠ 19 bbox=[504, 1197, 797, 1229]
directory-entry: — Wwe, M., Grindelhof 69, ⊠ 13 bbox=[823, 262, 1031, 277]
directory-entry: — L., Cig.-Arbtr., Schlachterstr. 47, H. 20, ⊠ 3 bbox=[823, 211, 1118, 226]
fragment-line: 45, ⊠ 20 bbox=[27, 192, 88, 209]
directory-entry: — A., Architect, BCto: Nordd. B., ⊳ I, 7457, Hermannstr. 19, ⊠ 1, Wohn: v. Essenstrasse 1, ⊠ 22 bbox=[166, 1231, 485, 1280]
fragment-line: 4 bbox=[79, 1268, 88, 1285]
directory-entry: Heimberg, Heinr., Fischgesch., Malzweg 7, ⊠ 25 bbox=[1141, 840, 1452, 855]
directory-entry: — F., Ifflandstr. 15, ⊠ 24 bbox=[504, 1112, 660, 1127]
directory-entry: — F., Agentur u. Commiss., Bornstr. 1, ⊠ 13 bbox=[1141, 398, 1421, 413]
directory-entry: — Martin, Kaufm., Grindelberg 10 a, ⊠ 13 bbox=[823, 279, 1093, 294]
directory-entry: — H., Tischler, Heidenkampsweg 170, ⊠15 bbox=[504, 1010, 779, 1025]
directory-entry: — M., Privatier, Hammerbrookstr. 62, ⊠15 bbox=[1141, 568, 1413, 583]
directory-entry: — Heimann, Moritz, 1/F* Hartwig Hertz Nachf., ⊳ IV, 958, Klosterallee 12, ⊠ 13 bbox=[1141, 687, 1515, 719]
directory-entry: — H. August, Papenhuderstr. 27, ⊠ 24 bbox=[166, 1724, 411, 1739]
directory-entry: Heimann siehe auch Heymann bbox=[1141, 261, 1372, 277]
directory-column-4 bbox=[1134, 176, 1541, 2042]
directory-entry: — Geschw., Bremerreihe 10, ⊠ 5 bbox=[823, 772, 1032, 787]
fragment-line: III, 237, bbox=[31, 1369, 88, 1386]
directory-entry: — Frau E., Wäscherei, Henriettenstr. 26, ⊠ 19 bbox=[1141, 347, 1436, 362]
fragment-line: II, ⊠ 19 bbox=[34, 1430, 88, 1447]
directory-column-1 bbox=[160, 176, 496, 2042]
directory-entry: — Wilh., Polizeibeamt., Lippeltstr. 4, ⊠7 bbox=[166, 891, 422, 906]
directory-entry: Heimburg, A. C. O., Schutzm., Kottwitzstrasse 20, ⊠ 30 bbox=[1141, 908, 1495, 923]
fragment-line: ⊠ 13 bbox=[54, 720, 88, 737]
